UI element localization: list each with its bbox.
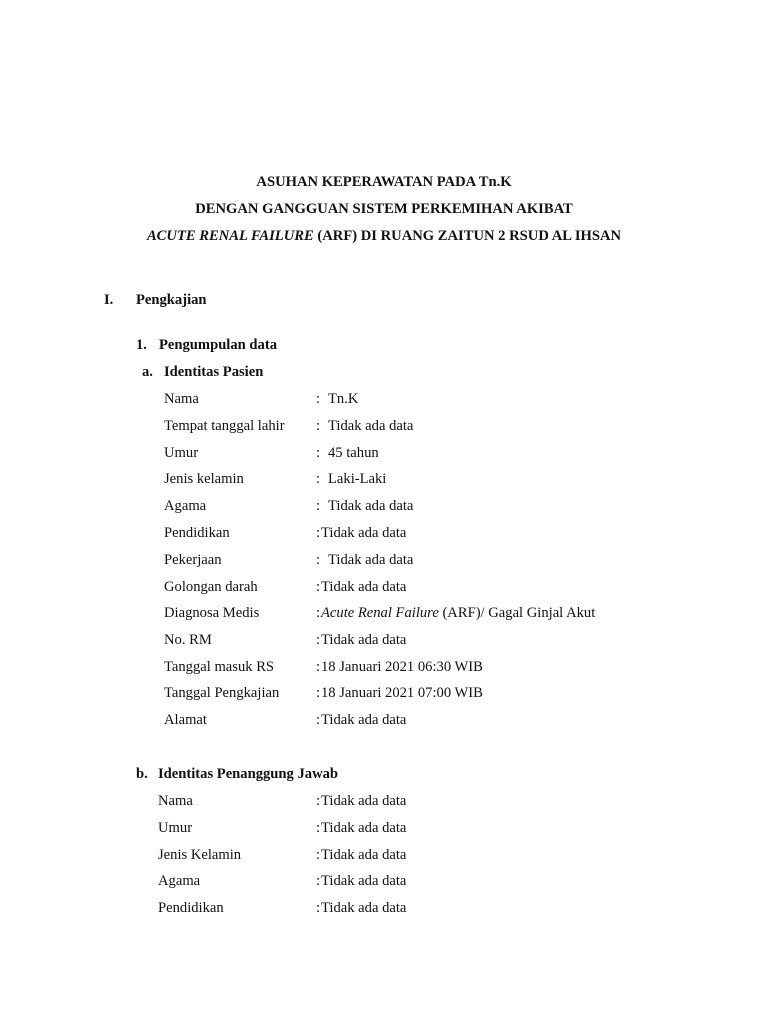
subsection-heading: Pengumpulan data [159, 337, 277, 353]
field-separator: : [316, 685, 321, 701]
field-separator: : [316, 471, 321, 487]
field-separator: : [316, 793, 321, 809]
field-separator: : [316, 498, 321, 514]
field-value: Laki-Laki [328, 471, 387, 487]
field-value: Tidak ada data [328, 498, 414, 514]
field-value: Tidak ada data [328, 418, 414, 434]
field-separator: : [316, 847, 321, 863]
field-value: Tidak ada data [321, 873, 407, 889]
field-label: Umur [164, 445, 199, 461]
field-value: Tidak ada data [321, 820, 407, 836]
section-number: I. [104, 292, 114, 308]
field-value: Tidak ada data [321, 712, 407, 728]
field-label: Tanggal Pengkajian [164, 685, 280, 701]
part-a-letter: a. [142, 364, 153, 380]
title-line-3-rest: (ARF) DI RUANG ZAITUN 2 RSUD AL IHSAN [313, 228, 622, 244]
part-a-heading: Identitas Pasien [164, 364, 264, 380]
field-label: Diagnosa Medis [164, 605, 260, 621]
field-separator: : [316, 632, 321, 648]
field-value: Tidak ada data [321, 793, 407, 809]
field-separator: : [316, 900, 321, 916]
field-label: Pekerjaan [164, 552, 222, 568]
field-separator: : [316, 391, 321, 407]
subsection-number: 1. [136, 337, 147, 353]
field-label: Nama [158, 793, 193, 809]
field-separator: : [316, 552, 321, 568]
field-value: Tidak ada data [321, 900, 407, 916]
title-line-2: DENGAN GANGGUAN SISTEM PERKEMIHAN AKIBAT [195, 201, 573, 217]
field-label: Nama [164, 391, 199, 407]
field-separator: : [316, 418, 321, 434]
field-label: Umur [158, 820, 193, 836]
field-separator: : [316, 712, 321, 728]
field-label: No. RM [164, 632, 212, 648]
field-label: Alamat [164, 712, 207, 728]
field-label: Tempat tanggal lahir [164, 418, 285, 434]
field-label: Pendidikan [158, 900, 224, 916]
section-heading: Pengkajian [136, 292, 207, 308]
title-line-3 [0, 226, 768, 246]
field-value: Tidak ada data [328, 552, 414, 568]
field-value: Tidak ada data [321, 525, 407, 541]
part-b-heading: Identitas Penanggung Jawab [158, 766, 339, 782]
field-separator: : [316, 873, 321, 889]
field-value: 45 tahun [328, 445, 379, 461]
field-separator: : [316, 525, 321, 541]
field-separator: : [316, 605, 321, 621]
field-label: Pendidikan [164, 525, 230, 541]
field-value [321, 603, 595, 623]
field-label: Tanggal masuk RS [164, 659, 275, 675]
field-label: Jenis Kelamin [158, 847, 242, 863]
field-separator: : [316, 820, 321, 836]
field-value: 18 Januari 2021 06:30 WIB [321, 659, 483, 675]
diagnosis-italic-term: Acute Renal Failure [321, 605, 439, 621]
field-value: Tidak ada data [321, 579, 407, 595]
diagnosis-rest: (ARF)/ Gagal Ginjal Akut [438, 605, 596, 621]
field-label: Golongan darah [164, 579, 258, 595]
field-separator: : [316, 445, 321, 461]
field-label: Agama [164, 498, 207, 514]
field-separator: : [316, 659, 321, 675]
field-value: Tn.K [328, 391, 359, 407]
field-value: Tidak ada data [321, 632, 407, 648]
field-value: 18 Januari 2021 07:00 WIB [321, 685, 483, 701]
part-b-letter: b. [136, 766, 148, 782]
title-line-1: ASUHAN KEPERAWATAN PADA Tn.K [256, 174, 512, 190]
field-separator: : [316, 579, 321, 595]
field-label: Agama [158, 873, 201, 889]
title-italic-term: ACUTE RENAL FAILURE [146, 228, 314, 244]
field-value: Tidak ada data [321, 847, 407, 863]
field-label: Jenis kelamin [164, 471, 244, 487]
